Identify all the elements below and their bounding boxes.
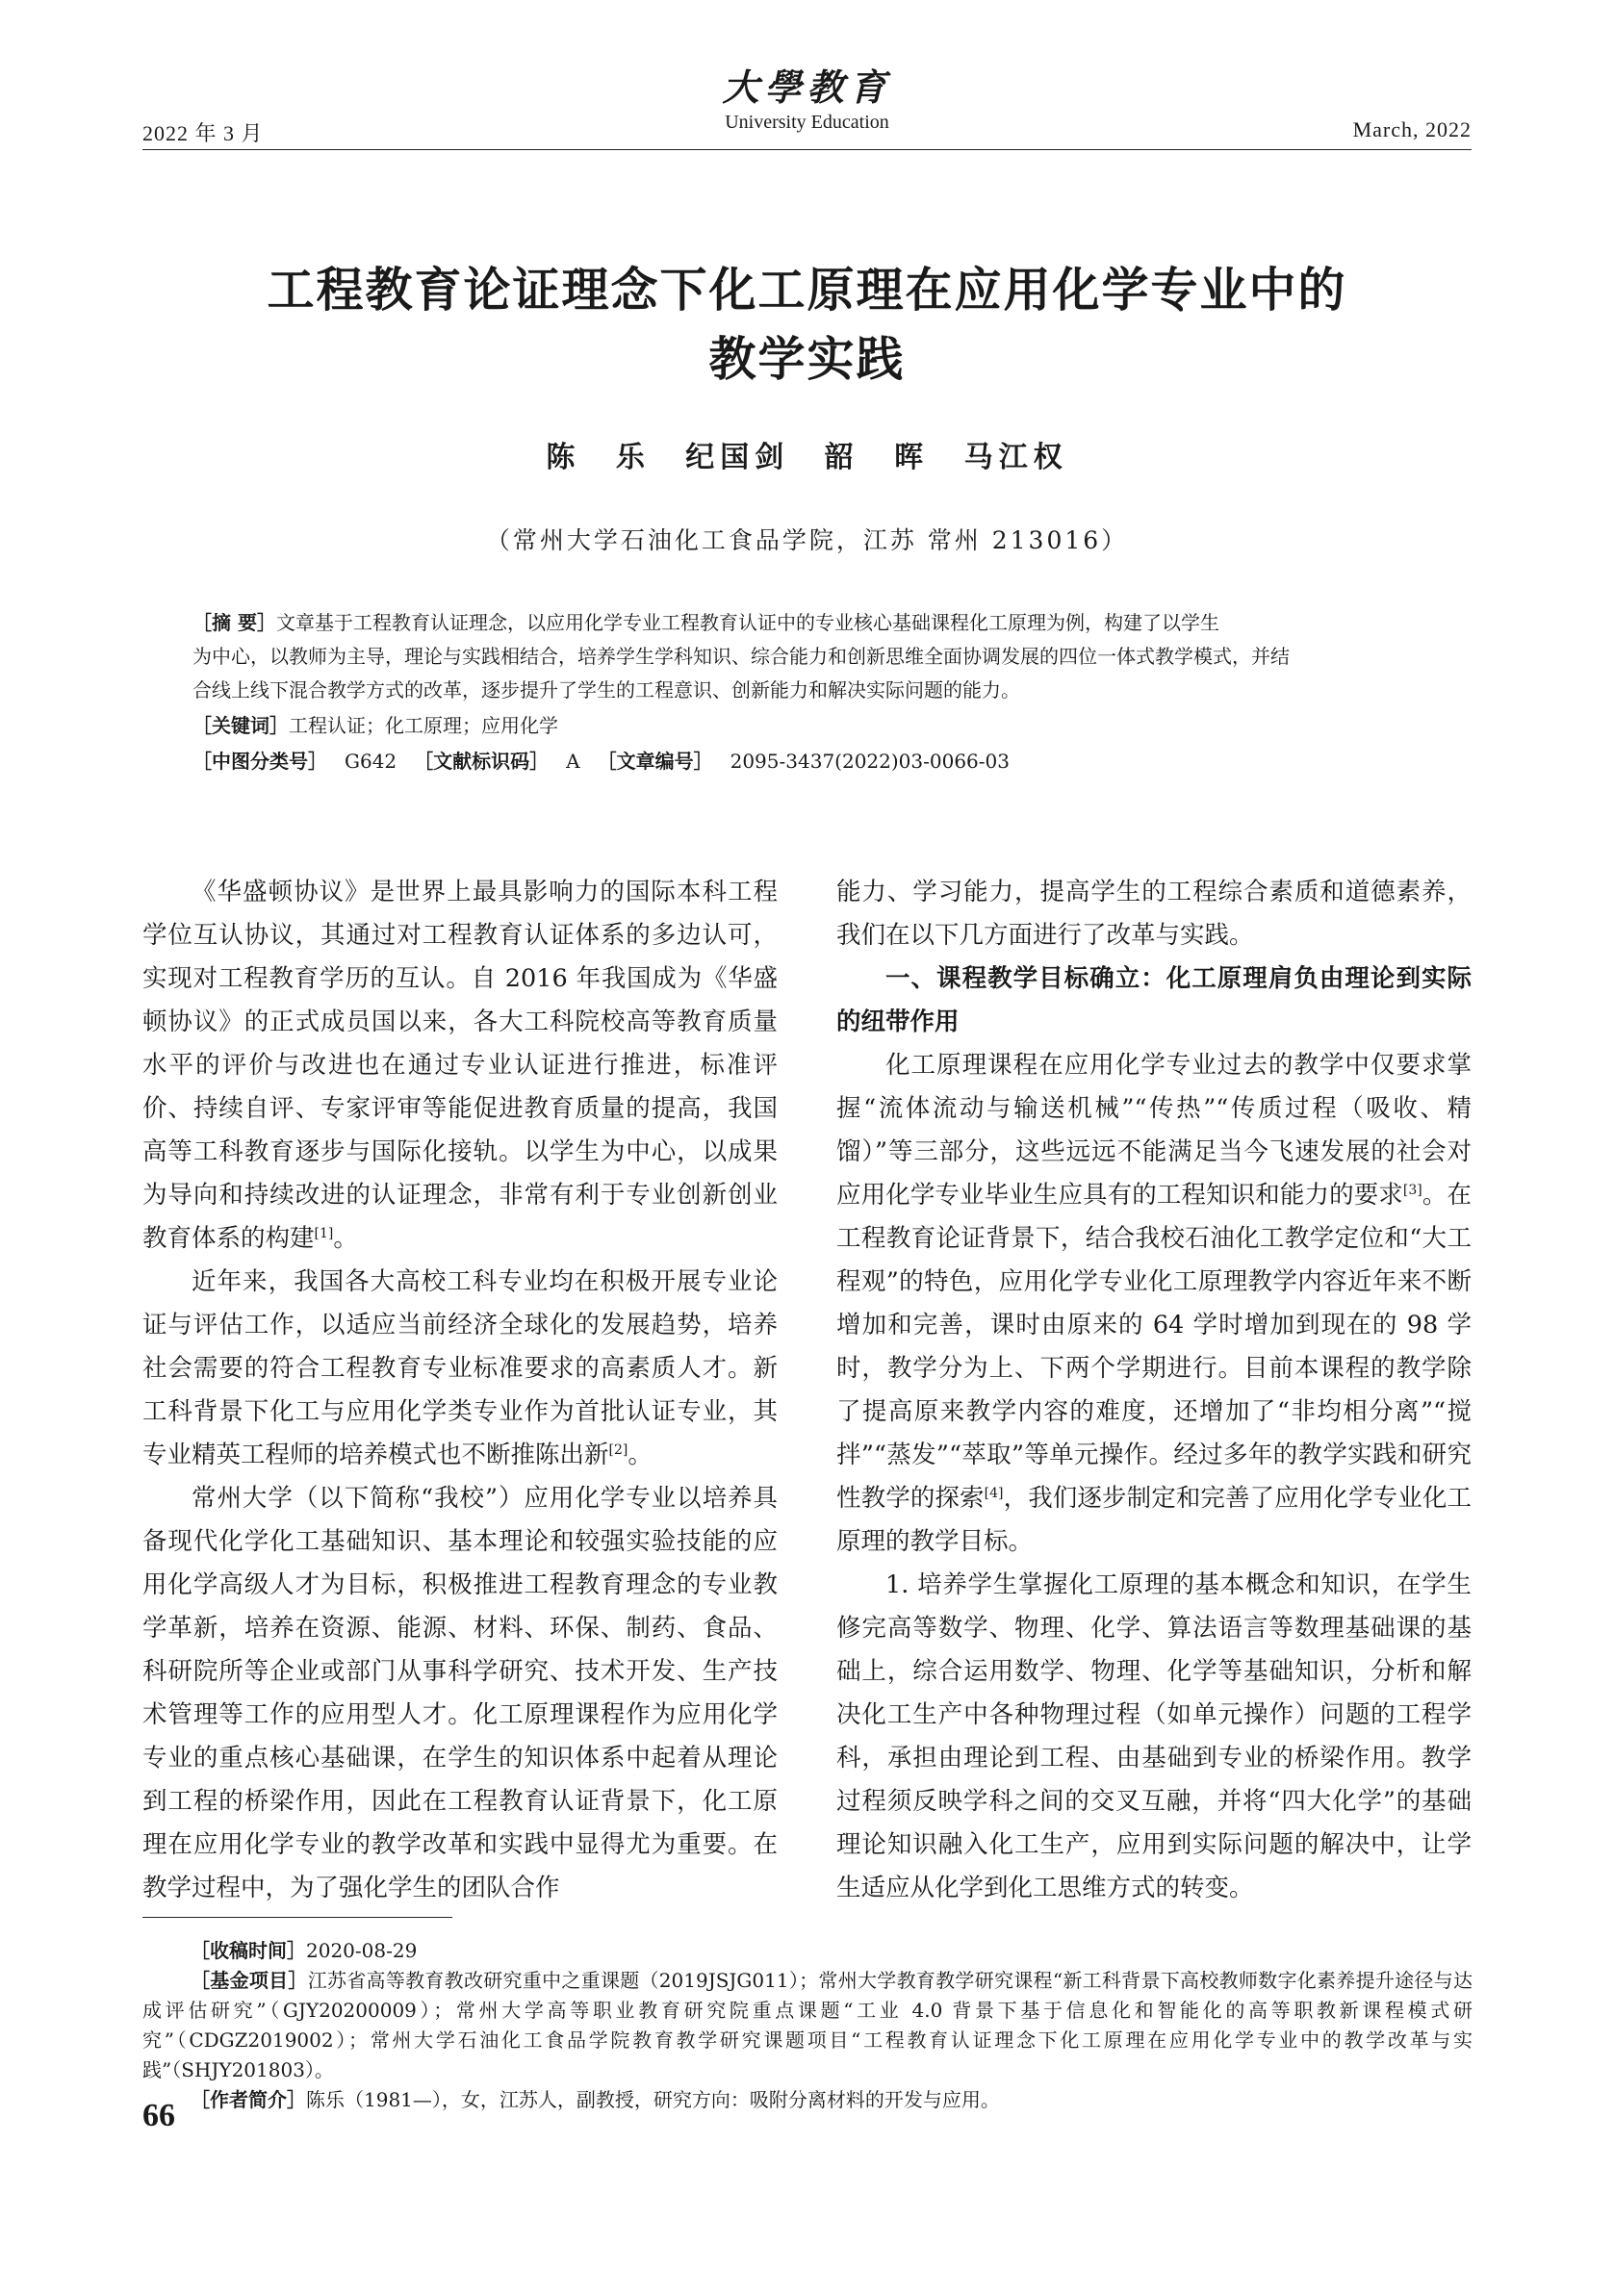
received-note: ［收稿时间］2020-08-29	[191, 1939, 418, 1962]
footnotes	[142, 1936, 1473, 2115]
citation-2[interactable]: [2]	[608, 1442, 628, 1458]
citation-3[interactable]: [3]	[1402, 1183, 1422, 1198]
clc-value: G642	[345, 750, 397, 773]
paragraph-5: 1. 培养学生掌握化工原理的基本概念和知识，在学生修完高等数学、物理、化学、算法语言等数理基础课的基础上，综合运用数学、物理、化学等基础知识，分析和解决化工生产中各种物理过程（如单元操作）问题的工程学科，承担由理论到工程、由基础到专业的桥梁作用。教学过程须反映学科之间的交叉互融，并将“四大化学”的基础理论知识融入化工生产，应用到实际问题的解决中，让学生适应从化学到化工思维方式的转变。	[836, 1570, 1472, 1902]
header-divider	[142, 149, 1472, 150]
article-number-tag: ［文章编号］	[597, 750, 713, 773]
abstract-text-1: 文章基于工程教育认证理念，以应用化学专业工程教育认证中的专业核心基础课程化工原理为例，构建了以学生	[275, 611, 1219, 634]
header-date-cn: 2022 年 3 月	[142, 121, 264, 145]
journal-title-en: University Education	[725, 112, 889, 133]
citation-4[interactable]: [4]	[984, 1486, 1004, 1501]
abstract-row-1	[192, 606, 1422, 640]
keywords-tag: ［关键词］	[192, 714, 289, 737]
keywords: 工程认证；化工原理；应用化学	[289, 714, 558, 737]
affiliation: （常州大学石油化工食品学院，江苏 常州 213016）	[485, 526, 1129, 554]
clc-tag: ［中图分类号］	[192, 750, 327, 773]
article-number-value: 2095-3437(2022)03-0066-03	[730, 750, 1010, 773]
journal-title-cn: 大學教育	[722, 65, 892, 109]
body-column-right	[836, 871, 1472, 1910]
section-heading-1: 一、课程教学目标确立：化工原理肩负由理论到实际的纽带作用	[836, 964, 1472, 1036]
footnote-divider	[142, 1917, 452, 1918]
title-line-1: 工程教育论证理念下化工原理在应用化学专业中的	[267, 263, 1347, 318]
keywords-row	[192, 709, 1422, 743]
paragraph-3: 常州大学（以下简称“我校”）应用化学专业以培养具备现代化学化工基础知识、基本理论和较强实验技能的应用化学高级人才为目标，积极推进工程教育理念的专业教学革新，培养在资源、能源、材料、环保、制药、食品、科研院所等企业或部门从事科学研究、技术开发、生产技术管理等工作的应用型人才。化工原理课程作为应用化学专业的重点核心基础课，在学生的知识体系中起着从理论到工程的桥梁作用，因此在工程教育认证背景下，化工原理在应用化学专业的教学改革和实践中显得尤为重要。在教学过程中，为了强化学生的团队合作	[142, 1484, 778, 1902]
title-line-2: 教学实践	[708, 332, 906, 387]
header-date-en: March, 2022	[1352, 117, 1472, 141]
paragraph-2: 近年来，我国各大高校工科专业均在积极开展专业论证与评估工作，以适应当前经济全球化的发展趋势，培养社会需要的符合工程教育专业标准要求的高素质人才。新工科背景下化工与应用化学类专业作为首批认证专业，其专业精英工程师的培养模式也不断推陈出新[2]。	[142, 1267, 778, 1469]
body-column-left	[142, 871, 778, 1910]
doc-code-value: A	[566, 750, 580, 773]
page-number: 66	[142, 2098, 175, 2133]
paper-title	[144, 256, 1470, 395]
abstract-block	[192, 606, 1422, 778]
doc-code-tag: ［文献标识码］	[414, 750, 550, 773]
abstract-text-2: 为中心，以教师为主导，理论与实践相结合，培养学生学科知识、综合能力和创新思维全面协调发展的四位一体式教学模式，并结	[192, 645, 1290, 668]
fund-note: ［基金项目］江苏省高等教育教改研究重中之重课题（2019JSJG011）；常州大学教育教学研究课程“新工科背景下高校教师数字化素养提升途径与达成评估研究”（GJY20200009）；常州大学高等职业教育研究院重点课题“工业 4.0 背景下基于信息化和智能化的高等职教新课程模式研究”（CDGZ2019002）；常州大学石油化工食品学院教育教学研究课题项目“工程教育认证理念下化工原理在应用化学专业中的教学改革与实践”（SHJY201803）。	[142, 1969, 1473, 2081]
classification-row	[192, 745, 1422, 778]
abstract-text-3: 合线上线下混合教学方式的改革，逐步提升了学生的工程意识、创新能力和解决实际问题的能力。	[192, 678, 1020, 702]
paragraph-4: 化工原理课程在应用化学专业过去的教学中仅要求掌握“流体流动与输送机械”“传热”“传质过程（吸收、精馏）”等三部分，这些远远不能满足当今飞速发展的社会对应用化学专业毕业生应具有的工程知识和能力的要求[3]。在工程教育论证背景下，结合我校石油化工教学定位和“大工程观”的特色，应用化学专业化工原理教学内容近年来不断增加和完善，课时由原来的 64 学时增加到现在的 98 学时，教学分为上、下两个学期进行。目前本课程的教学除了提高原来教学内容的难度，还增加了“非均相分离”“搅拌”“蒸发”“萃取”等单元操作。经过多年的教学实践和研究性教学的探索[4]，我们逐步制定和完善了应用化学专业化工原理的教学目标。	[836, 1051, 1472, 1556]
author-note: ［作者简介］陈乐（1981—），女，江苏人，副教授，研究方向：吸附分离材料的开发与应用。	[191, 2088, 1000, 2111]
citation-1[interactable]: [1]	[314, 1226, 334, 1241]
paragraph-continued: 能力、学习能力，提高学生的工程综合素质和道德素养，我们在以下几方面进行了改革与实践。	[836, 878, 1472, 950]
abstract-tag: ［摘 要］	[192, 611, 276, 634]
paragraph-1: 《华盛顿协议》是世界上最具影响力的国际本科工程学位互认协议，其通过对工程教育认证体系的多边认可，实现对工程教育学历的互认。自 2016 年我国成为《华盛顿协议》的正式成员国以来，各大工科院校高等教育质量水平的评价与改进也在通过专业认证进行推进，标准评价、持续自评、专家评审等能促进教育质量的提高，我国高等工科教育逐步与国际化接轨。以学生为中心，以成果为导向和持续改进的认证理念，非常有利于专业创新创业教育体系的构建[1]。	[142, 878, 778, 1253]
author-list: 陈 乐 纪国剑 韶 晖 马江权	[546, 441, 1068, 474]
